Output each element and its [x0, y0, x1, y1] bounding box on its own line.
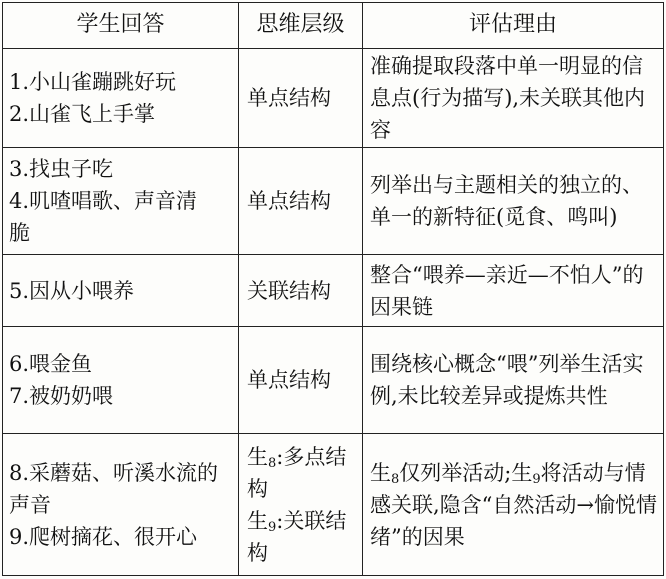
- answer-text: 8.采蘑菇、听溪水流的声音: [9, 460, 219, 517]
- evaluation-table: [2, 2, 664, 576]
- level-cell: 关联结构: [239, 254, 363, 326]
- level-cell: 单点结构: [239, 327, 363, 434]
- header-student-answers: 学生回答: [3, 3, 239, 49]
- reason-cell: [363, 48, 664, 147]
- table-row: [3, 254, 664, 326]
- table-row: [3, 434, 664, 576]
- reason-cell: [363, 434, 664, 576]
- answers-cell: [3, 434, 239, 576]
- answer-text: 1.小山雀蹦跳好玩: [9, 69, 177, 94]
- answer-text: 9.爬树摘花、很开心: [9, 524, 198, 549]
- answers-cell: [3, 254, 239, 326]
- reason-cell: [363, 254, 664, 326]
- answers-cell: [3, 48, 239, 147]
- header-evaluation-reason: 评估理由: [363, 3, 664, 49]
- level-student-9: 生$_9$:关联结构: [247, 508, 347, 565]
- reason-text: 整合“喂养—亲近—不怕人”的因果链: [370, 262, 644, 319]
- answer-text: 2.山雀飞上手掌: [9, 101, 156, 126]
- table-row: [3, 147, 664, 254]
- header-row: [3, 3, 664, 49]
- answer-text: 6.喂金鱼: [9, 352, 93, 377]
- reason-cell: [363, 327, 664, 434]
- answer-text: 3.找虫子吃: [9, 156, 114, 181]
- table-row: [3, 327, 664, 434]
- answer-text: 5.因从小喂养: [9, 278, 135, 303]
- reason-cell: [363, 147, 664, 254]
- answers-cell: [3, 147, 239, 254]
- answer-text: 7.被奶奶喂: [9, 384, 114, 409]
- header-thinking-level: 思维层级: [239, 3, 363, 49]
- level-cell: [239, 434, 363, 576]
- level-student-8: 生$_8$:多点结构: [247, 444, 347, 501]
- reason-text: 围绕核心概念“喂”列举生活实例,未比较差异或提炼共性: [370, 352, 644, 409]
- answers-cell: [3, 327, 239, 434]
- table-row: [3, 48, 664, 147]
- answer-text: 4.叽喳唱歌、声音清脆: [9, 188, 198, 245]
- reason-text: 生$_8$仅列举活动;生$_9$将活动与情感关联,隐含“自然活动→愉悦情绪”的因果: [370, 460, 658, 549]
- reason-text: 准确提取段落中单一明显的信息点(行为描写),未关联其他内容: [370, 53, 646, 142]
- level-cell: 单点结构: [239, 147, 363, 254]
- reason-text: 列举出与主题相关的独立的、单一的新特征(觅食、鸣叫): [370, 172, 643, 229]
- level-cell: 单点结构: [239, 48, 363, 147]
